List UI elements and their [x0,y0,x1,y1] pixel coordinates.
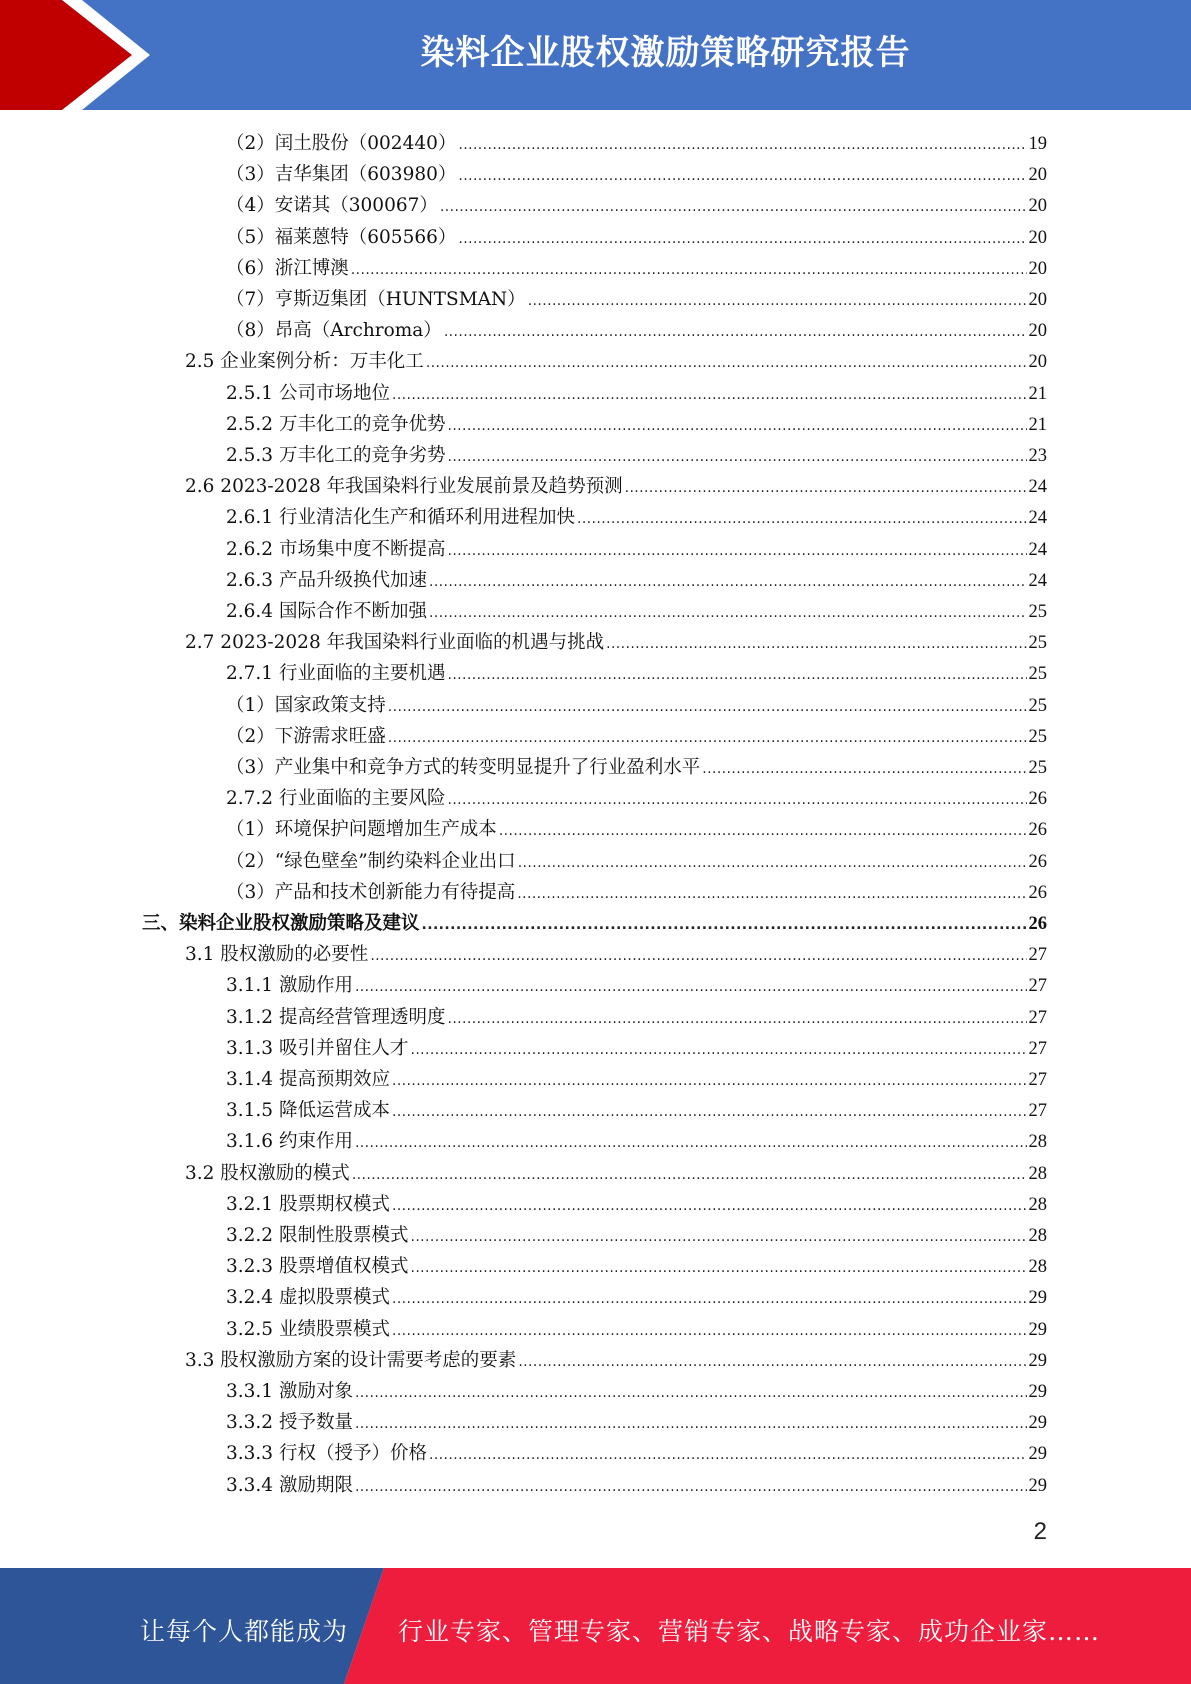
toc-dot-leader [577,504,1027,535]
toc-dot-leader [499,816,1027,847]
toc-entry-label: 2.7.1 行业面临的主要机遇 [226,663,446,685]
toc-entry-page: 29 [1028,1382,1047,1402]
toc-entry-label: 3.3.2 授予数量 [226,1412,353,1434]
toc-entry-label: （3）产品和技术创新能力有待提高 [226,881,516,903]
toc-dot-leader [392,1316,1027,1347]
toc-entry-label: 3.2.3 股票增值权模式 [226,1256,409,1278]
toc-entry[interactable] [226,877,1047,908]
toc-entry-page: 27 [1028,976,1047,997]
toc-entry[interactable] [226,1470,1047,1501]
toc-entry-label: 3.1.2 提高经营管理透明度 [226,1006,446,1028]
toc-entry-label: 2.6.3 产品升级换代加速 [226,569,427,591]
toc-entry[interactable] [226,1126,1047,1157]
toc-entry-label: 2.5.1 公司市场地位 [226,382,390,404]
toc-dot-leader [625,473,1027,504]
toc-entry-label: （3）产业集中和竞争方式的转变明显提升了行业盈利水平 [226,757,701,778]
toc-entry-page: 27 [1028,1038,1047,1059]
toc-entry-label: 3.1.6 约束作用 [226,1131,353,1153]
toc-dot-leader [422,910,1027,941]
toc-entry-page: 29 [1028,1319,1047,1340]
toc-dot-leader [388,723,1027,754]
toc-entry-label: 3.1.1 激励作用 [226,975,353,997]
toc-entry[interactable] [226,284,1047,315]
toc-dot-leader [355,1409,1027,1440]
toc-entry[interactable] [226,190,1047,221]
toc-dot-leader [440,192,1027,223]
toc-entry-page: 26 [1028,914,1047,934]
toc-dot-leader [702,754,1026,785]
toc-entry-label: （1）国家政策支持 [226,694,386,716]
toc-entry-page: 20 [1028,165,1047,186]
toc-entry-label: （1）环境保护问题增加生产成本 [226,819,497,841]
toc-dot-leader [392,1284,1027,1315]
toc-entry-label: 3.2.5 业绩股票模式 [226,1318,390,1340]
toc-entry-label: 3.3.1 激励对象 [226,1381,353,1402]
toc-entry[interactable] [226,1407,1047,1438]
toc-entry-page: 27 [1028,1101,1047,1122]
toc-entry[interactable] [185,939,1047,970]
toc-entry[interactable] [226,1033,1047,1064]
toc-entry-label: 3.3.4 激励期限 [226,1474,353,1496]
toc-entry-page: 25 [1028,664,1047,685]
toc-entry-label: 2.7 2023-2028 年我国染料行业面临的机遇与挑战 [185,632,605,654]
toc-entry-page: 25 [1028,633,1047,654]
toc-entry[interactable] [226,658,1047,689]
toc-entry-page: 19 [1028,134,1047,154]
toc-entry-page: 21 [1028,414,1047,435]
toc-dot-leader [458,224,1026,255]
toc-dot-leader [388,692,1027,723]
toc-entry-label: （2）下游需求旺盛 [226,725,386,747]
toc-entry-page: 20 [1028,352,1047,373]
toc-entry[interactable] [185,1158,1047,1189]
toc-dot-leader [429,1440,1027,1471]
toc-entry-page: 20 [1028,258,1047,279]
toc-entry-label: （4）安诺其（300067） [226,195,438,217]
toc-dot-leader [447,660,1026,691]
toc-entry-label: 3.3 股权激励方案的设计需要考虑的要素 [185,1349,517,1371]
toc-entry-page: 25 [1028,695,1047,716]
toc-entry-page: 26 [1028,882,1047,903]
toc-entry-label: 3.3.3 行权（授予）价格 [226,1443,427,1465]
toc-dot-leader [518,848,1027,879]
toc-entry[interactable] [226,1282,1047,1313]
toc-dot-leader [410,1222,1026,1253]
toc-entry-page: 29 [1028,1475,1047,1496]
toc-entry-label: 2.7.2 行业面临的主要风险 [226,788,446,810]
toc-dot-leader [444,317,1027,348]
toc-entry[interactable] [185,1345,1047,1376]
toc-entry[interactable] [226,159,1047,190]
toc-entry[interactable] [226,1251,1047,1282]
toc-entry[interactable] [226,970,1047,1001]
toc-dot-leader [392,1066,1027,1097]
toc-entry-page: 24 [1028,508,1047,529]
toc-dot-leader [447,1004,1026,1035]
toc-dot-leader [352,1160,1027,1191]
toc-entry-page: 27 [1028,1070,1047,1090]
toc-entry-label: 三、染料企业股权激励策略及建议 [142,913,420,934]
toc-entry-label: 3.2.4 虚拟股票模式 [226,1287,390,1309]
toc-entry[interactable] [226,253,1047,284]
toc-entry-page: 24 [1028,570,1047,591]
toc-entry-label: 2.5.2 万丰化工的竞争优势 [226,413,446,435]
toc-dot-leader [392,1191,1027,1222]
toc-dot-leader [528,286,1027,317]
footer-banner [0,1568,1191,1684]
toc-entry[interactable] [226,1376,1047,1407]
toc-dot-leader [447,536,1026,567]
toc-entry[interactable] [226,502,1047,533]
toc-entry[interactable] [226,752,1047,783]
toc-entry[interactable] [226,1438,1047,1469]
toc-entry-page: 29 [1028,1444,1047,1465]
toc-entry[interactable] [226,315,1047,346]
toc-entry[interactable] [226,1189,1047,1220]
toc-entry-label: （3）吉华集团（603980） [226,164,457,186]
toc-dot-leader [355,1128,1027,1159]
toc-entry-label: 2.6 2023-2028 年我国染料行业发展前景及趋势预测 [185,476,623,498]
toc-entry-page: 20 [1028,321,1047,342]
toc-entry[interactable] [226,846,1047,877]
toc-entry-label: 2.6.2 市场集中度不断提高 [226,538,446,560]
report-title: 染料企业股权激励策略研究报告 [420,33,911,73]
toc-entry-label: （2）“绿色壁垒”制约染料企业出口 [226,850,516,872]
page-number: 2 [1033,1518,1047,1545]
toc-entry[interactable] [185,346,1047,377]
toc-entry[interactable] [185,471,1047,502]
toc-dot-leader [351,255,1027,286]
toc-entry-label: （6）浙江博澳 [226,257,349,279]
toc-dot-leader [355,1378,1027,1409]
toc-entry-page: 29 [1028,1350,1047,1371]
toc-entry-label: 3.1.3 吸引并留住人才 [226,1037,409,1059]
toc-dot-leader [410,1035,1026,1066]
toc-dot-leader [392,380,1027,411]
toc-entry-page: 26 [1028,820,1047,841]
toc-dot-leader [392,1097,1027,1128]
toc-entry-page: 20 [1028,290,1047,310]
toc-entry[interactable] [226,1220,1047,1251]
toc-entry-label: 2.6.4 国际合作不断加强 [226,601,427,622]
toc-entry[interactable] [226,596,1047,627]
toc-entry[interactable] [142,908,1047,939]
toc-dot-leader [458,130,1026,161]
toc-entry-label: （7）亨斯迈集团（HUNTSMAN） [226,289,526,310]
toc-entry[interactable] [226,440,1047,471]
toc-entry-label: 3.2 股权激励的模式 [185,1162,350,1184]
toc-entry-label: （2）闰土股份（002440） [226,133,457,154]
toc-entry[interactable] [226,222,1047,253]
toc-entry[interactable] [226,783,1047,814]
toc-entry-page: 28 [1028,1257,1047,1278]
toc-entry-label: 3.2.1 股票期权模式 [226,1193,390,1215]
toc-entry-label: 2.5 企业案例分析：万丰化工 [185,351,424,373]
toc-entry-page: 27 [1028,945,1047,966]
toc-entry-page: 26 [1028,851,1047,872]
toc-entry-page: 29 [1028,1413,1047,1434]
footer-slogan-right: 行业专家、管理专家、营销专家、战略专家、成功企业家…… [398,1617,1101,1646]
toc-entry-label: 3.1.5 降低运营成本 [226,1100,390,1122]
toc-entry-label: （5）福莱蒽特（605566） [226,226,457,248]
toc-dot-leader [426,348,1027,379]
toc-entry[interactable] [226,690,1047,721]
toc-entry-page: 28 [1028,1132,1047,1153]
toc-entry-label: 2.6.1 行业清洁化生产和循环利用进程加快 [226,507,575,529]
toc-entry-page: 29 [1028,1288,1047,1309]
toc-entry[interactable] [226,814,1047,845]
footer-slogan-left: 让每个人都能成为 [140,1617,349,1646]
toc-entry[interactable] [226,409,1047,440]
toc-entry-page: 20 [1028,227,1047,248]
toc-dot-leader [410,1253,1026,1284]
toc-entry-page: 28 [1028,1194,1047,1215]
toc-entry-label: （8）昂高（Archroma） [226,320,442,342]
toc-entry-label: 3.2.2 限制性股票模式 [226,1225,409,1246]
toc-entry-page: 25 [1028,602,1047,622]
toc-entry-page: 25 [1028,758,1047,778]
toc-entry[interactable] [226,128,1047,159]
toc-dot-leader [370,941,1026,972]
toc-entry-page: 23 [1028,446,1047,466]
toc-entry[interactable] [226,1064,1047,1095]
toc-entry-label: 3.1 股权激励的必要性 [185,944,369,966]
toc-entry-page: 20 [1028,196,1047,217]
toc-dot-leader [447,442,1026,473]
toc-dot-leader [447,785,1026,816]
toc-entry[interactable] [226,378,1047,409]
toc-entry-page: 28 [1028,1226,1047,1246]
toc-entry-page: 25 [1028,726,1047,747]
toc-entry-label: 2.5.3 万丰化工的竞争劣势 [226,445,446,466]
header-banner [0,0,1191,110]
toc-entry[interactable] [226,565,1047,596]
toc-entry[interactable] [226,721,1047,752]
toc-dot-leader [355,1472,1027,1503]
toc-dot-leader [518,1347,1026,1378]
toc-dot-leader [429,598,1027,629]
toc-entry[interactable] [185,627,1047,658]
toc-dot-leader [429,567,1027,598]
toc-dot-leader [606,629,1026,660]
toc-entry-page: 21 [1028,383,1047,404]
toc-entry-page: 24 [1028,539,1047,560]
toc-entry[interactable] [226,1095,1047,1126]
toc-entry-page: 24 [1028,477,1047,498]
toc-entry[interactable] [226,1314,1047,1345]
toc-entry-label: 3.1.4 提高预期效应 [226,1069,390,1090]
toc-dot-leader [355,972,1027,1003]
toc-dot-leader [447,411,1026,442]
toc-entry-page: 28 [1028,1163,1047,1184]
toc-entry[interactable] [226,534,1047,565]
toc-dot-leader [517,879,1026,910]
toc-dot-leader [458,161,1026,192]
toc-entry-page: 27 [1028,1007,1047,1028]
toc-entry[interactable] [226,1002,1047,1033]
toc-entry-page: 26 [1028,789,1047,810]
